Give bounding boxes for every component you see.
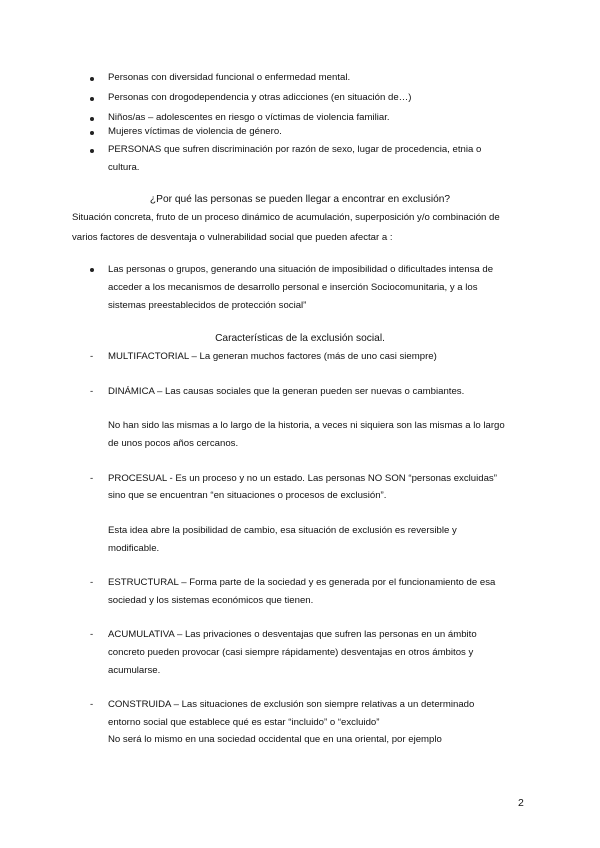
list-item: Niños/as – adolescentes en riesgo o víctimas de violencia familiar. bbox=[108, 112, 390, 123]
characteristic-procesual: PROCESUAL - Es un proceso y no un estado. Las personas NO SON “personas excluidas” bbox=[108, 473, 497, 484]
characteristic-dinamica: DINÁMICA – Las causas sociales que la generan pueden ser nuevas o cambiantes. bbox=[108, 386, 465, 397]
list-item: Personas con drogodependencia y otras adicciones (en situación de…) bbox=[108, 92, 412, 103]
dash-marker: - bbox=[90, 629, 94, 640]
dash-marker: - bbox=[90, 386, 94, 397]
question-heading: ¿Por qué las personas se pueden llegar a encontrar en exclusión? bbox=[149, 194, 451, 205]
list-item-continuation: acceder a los mecanismos de desarrollo personal e inserción Sociocomunitaria, y a los bbox=[108, 282, 478, 293]
characteristic-multifactorial: MULTIFACTORIAL – La generan muchos factores (más de uno casi siempre) bbox=[108, 351, 437, 362]
characteristic-construida: CONSTRUIDA – Las situaciones de exclusión son siempre relativas a un determinado bbox=[108, 699, 475, 710]
bullet-dot bbox=[90, 77, 94, 81]
intro-line: Situación concreta, fruto de un proceso dinámico de acumulación, superposición y/o combinación de bbox=[72, 212, 500, 223]
characteristic-procesual: sino que se encuentran “en situaciones o procesos de exclusión”. bbox=[108, 490, 387, 501]
dash-marker: - bbox=[90, 577, 94, 588]
dash-marker: - bbox=[90, 351, 94, 362]
characteristic-estructural: ESTRUCTURAL – Forma parte de la sociedad y es generada por el funcionamiento de esa bbox=[108, 577, 496, 588]
list-item: Mujeres víctimas de violencia de género. bbox=[108, 126, 282, 137]
intro-line: varios factores de desventaja o vulnerabilidad social que pueden afectar a : bbox=[72, 232, 393, 243]
bullet-dot bbox=[90, 149, 94, 153]
dash-marker: - bbox=[90, 699, 94, 710]
section-title: Características de la exclusión social. bbox=[215, 333, 385, 344]
characteristic-acumulativa: ACUMULATIVA – Las privaciones o desventajas que sufren las personas en un ámbito bbox=[108, 629, 477, 640]
procesual-note: modificable. bbox=[108, 543, 160, 554]
characteristic-estructural: sociedad y los sistemas económicos que tienen. bbox=[108, 595, 314, 606]
list-item-continuation: cultura. bbox=[108, 162, 140, 173]
dinamica-note: No han sido las mismas a lo largo de la historia, a veces ni siquiera son las mismas a lo largo bbox=[108, 420, 505, 431]
list-item-continuation: sistemas preestablecidos de protección social” bbox=[108, 300, 307, 311]
list-item: Personas con diversidad funcional o enfermedad mental. bbox=[108, 72, 351, 83]
list-item: Las personas o grupos, generando una situación de imposibilidad o dificultades intensa de bbox=[108, 264, 494, 275]
bullet-dot bbox=[90, 268, 94, 272]
characteristic-construida: No será lo mismo en una sociedad occidental que en una oriental, por ejemplo bbox=[108, 734, 442, 745]
characteristic-acumulativa: acumularse. bbox=[108, 665, 161, 676]
procesual-note: Esta idea abre la posibilidad de cambio, esa situación de exclusión es reversible y bbox=[108, 525, 457, 536]
bullet-dot bbox=[90, 117, 94, 121]
bullet-dot bbox=[90, 131, 94, 135]
bullet-dot bbox=[90, 97, 94, 101]
characteristic-acumulativa: concreto pueden provocar (casi siempre rápidamente) desventajas en otros ámbitos y bbox=[108, 647, 474, 658]
characteristic-construida: entorno social que establece qué es estar “incluido” o “excluido” bbox=[108, 717, 380, 728]
dash-marker: - bbox=[90, 473, 94, 484]
page-number: 2 bbox=[518, 797, 524, 809]
list-item: PERSONAS que sufren discriminación por razón de sexo, lugar de procedencia, etnia o bbox=[108, 144, 482, 155]
dinamica-note: de unos pocos años cercanos. bbox=[108, 438, 239, 449]
